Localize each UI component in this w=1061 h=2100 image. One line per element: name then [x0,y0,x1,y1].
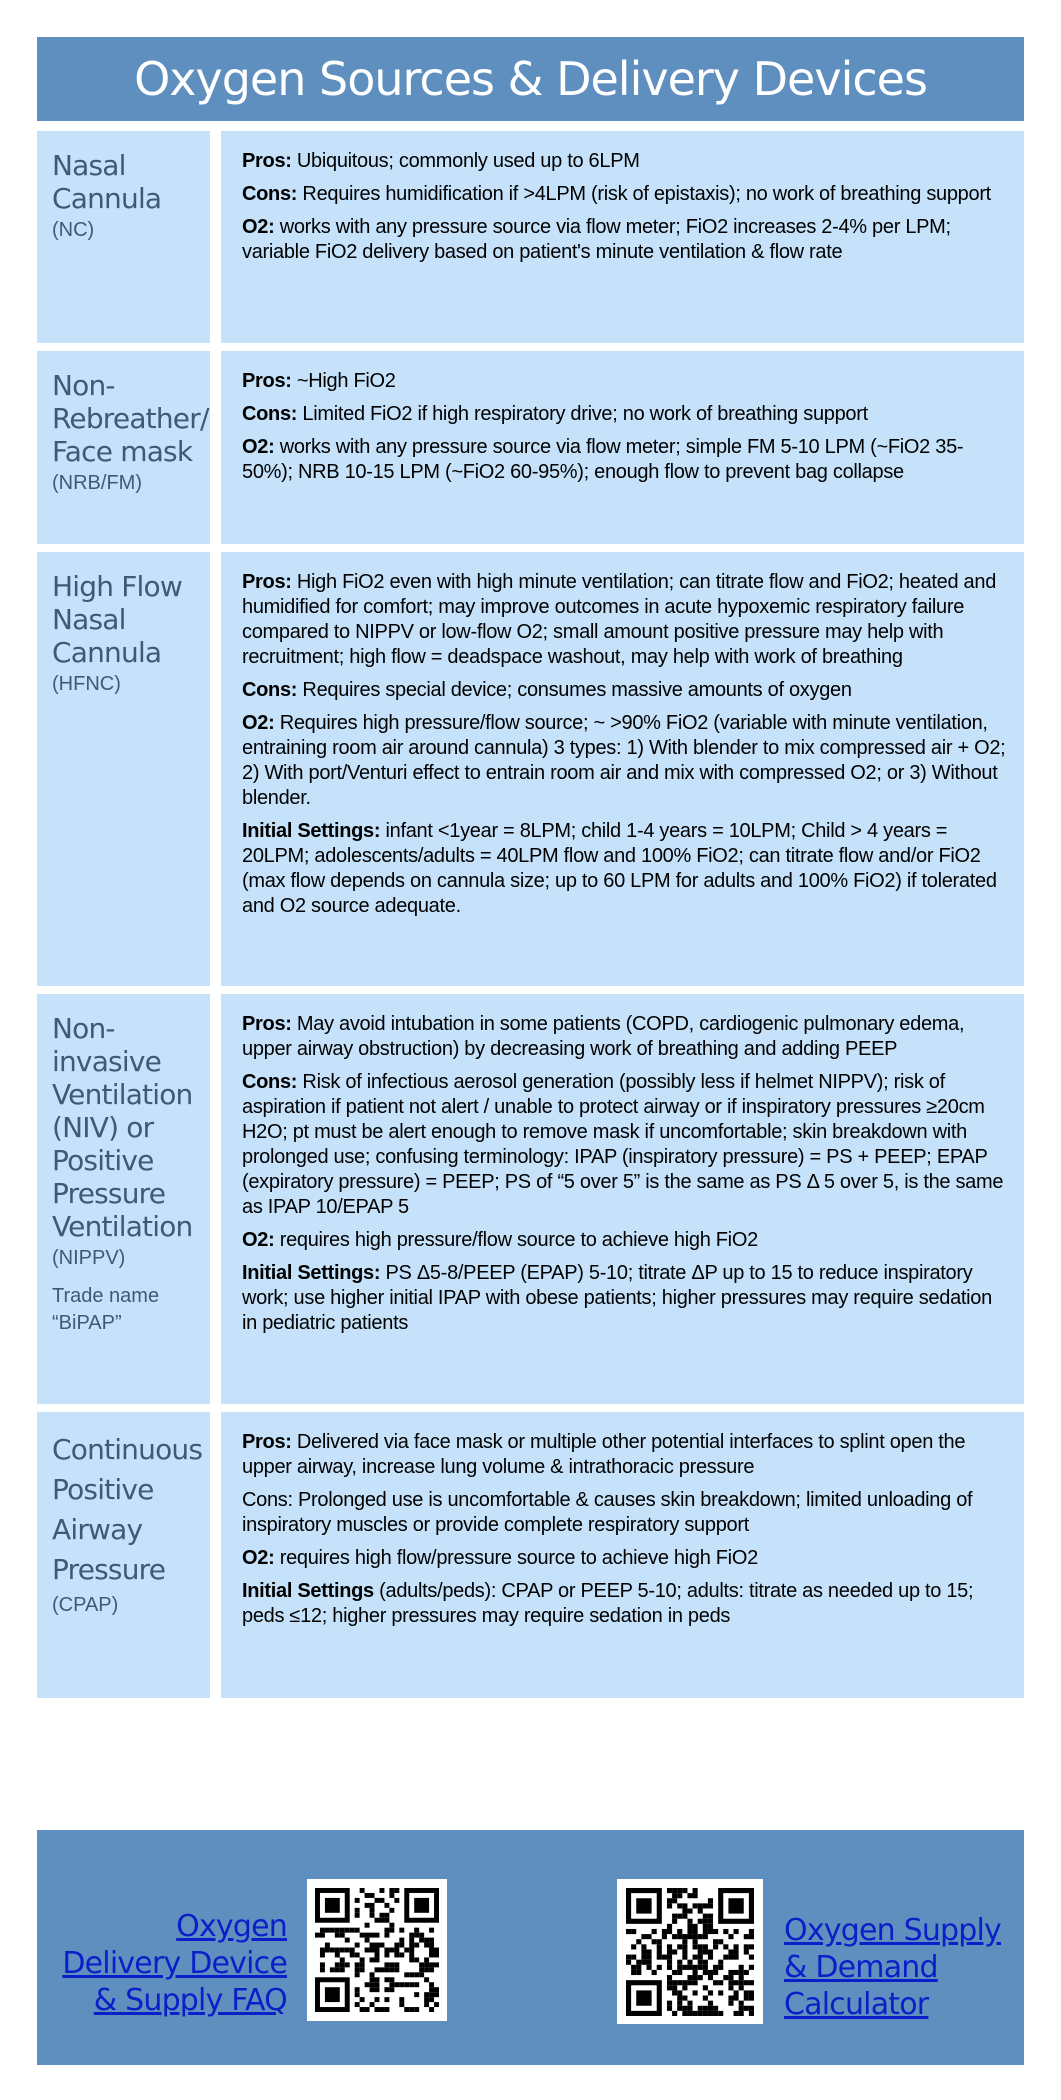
device-name: Non- invasive Ventilation (NIV) or Positive Pressure Ventilation [52,1012,193,1243]
device-name: Non- Rebreather/ Face mask [52,369,209,468]
device-row-nippv [37,994,1024,1404]
device-abbreviation: (HFNC) [52,673,121,695]
qr-code-icon[interactable] [307,1879,447,2021]
device-abbreviation: (NRB/FM) [52,472,142,494]
device-details-cell [221,1412,1024,1698]
o2-text: O2: Requires high pressure/flow source; ~ >90% FiO2 (variable with minute ventilation, entraining room air around cannula) 3 types: 1) With blender to mix compressed air + O2; 2) With port/Venturi effect to entrain room air and mix with compressed O2; or 3) Without blender. [242,712,1006,809]
trade-name: Trade name “BiPAP” [52,1285,160,1334]
cons-text: Cons: Risk of infectious aerosol generation (possibly less if helmet NIPPV); risk of aspiration if patient not alert / unable to protect airway or if inspiratory pressures ≥20cm H2O; pt must be alert enough to remove mask if uncomfortable; skin breakdown with prolonged use; confusing terminology: IPAP (inspiratory pressure) = PS + PEEP; EPAP (expiratory pressure) = PEEP; PS of “5 over 5” is the same as PS Δ 5 over 5, is the same as IPAP 10/EPAP 5 [242,1071,1004,1218]
device-name-cell [37,552,210,986]
device-name: Continuous Positive Airway Pressure [52,1433,203,1586]
qr-code-icon[interactable] [617,1879,763,2024]
device-details-cell [221,351,1024,544]
oxygen-faq-link[interactable]: Oxygen Delivery Device & Supply FAQ [62,1909,287,2018]
device-abbreviation: (NIPPV) [52,1247,126,1269]
device-details-cell [221,994,1024,1404]
device-name-cell [37,1412,210,1698]
pros-text: Pros: May avoid intubation in some patients (COPD, cardiogenic pulmonary edema, upper airway obstruction) by decreasing work of breathing and adding PEEP [242,1013,965,1060]
device-name: Nasal Cannula [52,149,162,215]
cons-text: Cons: Prolonged use is uncomfortable & causes skin breakdown; limited unloading of inspiratory muscles or provide complete respiratory support [242,1489,973,1536]
device-details-cell [221,131,1024,343]
o2-text: O2: works with any pressure source via flow meter; FiO2 increases 2-4% per LPM; variable FiO2 delivery based on patient's minute ventilation & flow rate [242,216,951,263]
pros-text: Pros: Delivered via face mask or multiple other potential interfaces to splint open the upper airway, increase lung volume & intrathoracic pressure [242,1431,966,1478]
pros-text: Pros: Ubiquitous; commonly used up to 6LPM [242,150,640,172]
device-abbreviation: (CPAP) [52,1594,119,1616]
page-title: Oxygen Sources & Delivery Devices [37,37,1024,121]
device-row-cpap [37,1412,1024,1698]
o2-text: O2: requires high pressure/flow source to achieve high FiO2 [242,1229,758,1251]
oxygen-calculator-link[interactable]: Oxygen Supply & Demand Calculator [784,1913,1002,2022]
device-row-nasal-cannula [37,131,1024,343]
device-name-cell [37,351,210,544]
initial-settings-text: Initial Settings: infant <1year = 8LPM; child 1-4 years = 10LPM; Child > 4 years = 20LPM; adolescents/adults = 40LPM flow and 100% FiO2; can titrate flow and/or FiO2 (max flow depends on cannula size; up to 60 LPM for adults and 100% FiO2) if tolerated and O2 source adequate. [242,820,997,917]
device-name-cell [37,131,210,343]
device-name-cell [37,994,210,1404]
device-row-non-rebreather [37,351,1024,544]
initial-settings-text: Initial Settings: PS Δ5-8/PEEP (EPAP) 5-10; titrate ΔP up to 15 to reduce inspiratory work; use higher initial IPAP with obese patients; higher pressures may require sedation in pediatric patients [242,1262,992,1334]
o2-text: O2: works with any pressure source via flow meter; simple FM 5-10 LPM (~FiO2 35-50%); NRB 10-15 LPM (~FiO2 60-95%); enough flow to prevent bag collapse [242,436,964,483]
device-abbreviation: (NC) [52,219,95,241]
o2-text: O2: requires high flow/pressure source to achieve high FiO2 [242,1547,758,1569]
resource-links-footer [37,1830,1024,2065]
device-row-high-flow-nasal-cannula [37,552,1024,986]
device-details-cell [221,552,1024,986]
pros-text: Pros: High FiO2 even with high minute ventilation; can titrate flow and FiO2; heated and humidified for comfort; may improve outcomes in acute hypoxemic respiratory failure compared to NIPPV or low-flow O2; small amount positive pressure may help with recruitment; high flow = deadspace washout, may help with work of breathing [242,571,997,668]
pros-text: Pros: ~High FiO2 [242,370,396,392]
cons-text: Cons: Limited FiO2 if high respiratory drive; no work of breathing support [242,403,868,425]
cons-text: Cons: Requires humidification if >4LPM (risk of epistaxis); no work of breathing support [242,183,991,205]
cons-text: Cons: Requires special device; consumes massive amounts of oxygen [242,679,852,701]
device-name: High Flow Nasal Cannula [52,570,182,669]
initial-settings-text: Initial Settings (adults/peds): CPAP or PEEP 5-10; adults: titrate as needed up to 15; peds ≤12; higher pressures may require sedation in peds [242,1580,974,1627]
